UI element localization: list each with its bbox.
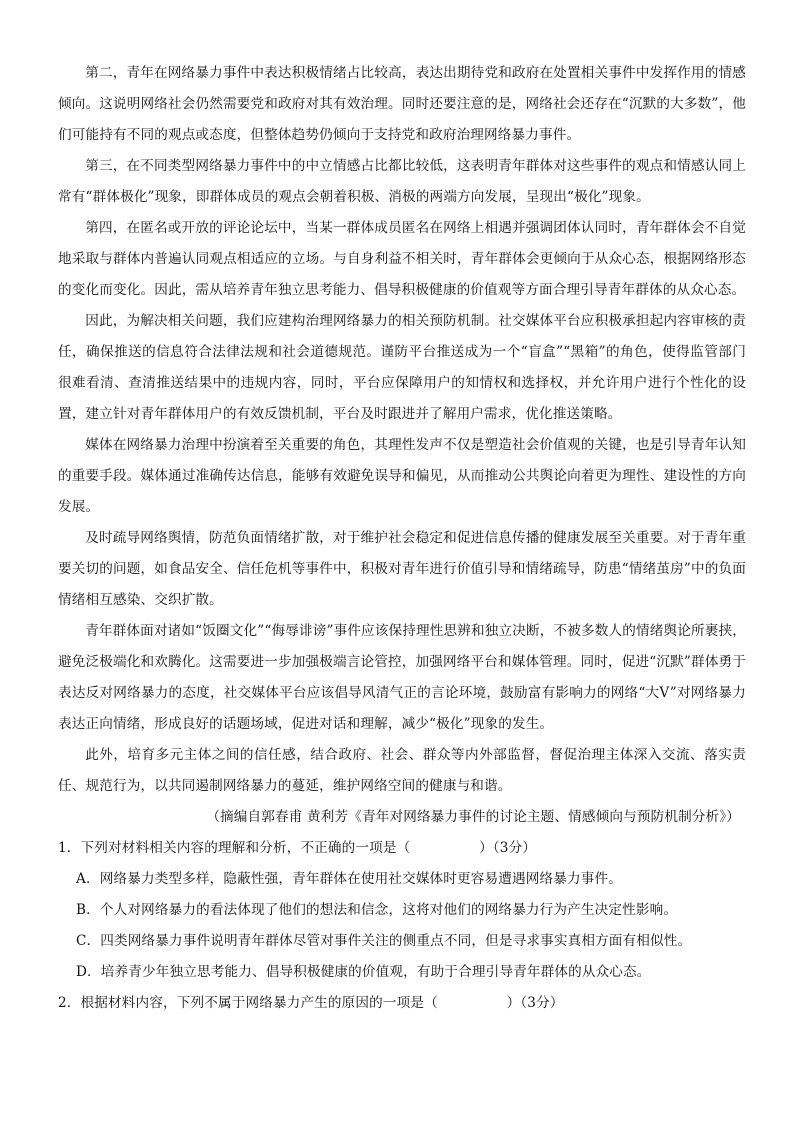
question-1-option-b: B．个人对网络暴力的看法体现了他们的想法和信念，这将对他们的网络暴力行为产生决定性影响。 [76, 902, 678, 918]
question-1-stem: 1．下列对材料相关内容的理解和分析，不正确的一项是（ ）（3分） [58, 840, 537, 856]
article-paragraph: 第二，青年在网络暴力事件中表达积极情绪占比较高，表达出期待党和政府在处置相关事件中发挥作用的情感倾向。这说明网络社会仍然需要党和政府对其有效治理。同时还要注意的是，网络社会还存在“沉默的大多数”，他们可能持有不同的观点或态度，但整体趋势仍倾向于支持党和政府治理网络暴力事件。 [58, 65, 746, 143]
article-paragraph: 及时疏导网络舆情，防范负面情绪扩散，对于维护社会稳定和促进信息传播的健康发展至关重要。对于青年重要关切的问题，如食品安全、信任危机等事件中，积极对青年进行价值引导和情绪疏导，防患“情绪茧房”中的负面情绪相互感染、交织扩散。 [58, 530, 746, 608]
article-paragraph: 第三，在不同类型网络暴力事件中的中立情感占比都比较低，这表明青年群体对这些事件的观点和情感认同上常有“群体极化”现象，即群体成员的观点会朝着积极、消极的两端方向发展，呈现出“极化”现象。 [58, 158, 746, 205]
article-paragraph: 青年群体面对诸如“饭圈文化”“侮辱诽谤”事件应该保持理性思辨和独立决断，不被多数人的情绪舆论所裹挟，避免泛极端化和欢腾化。这需要进一步加强极端言论管控，加强网络平台和媒体管理。同时，促进“沉默”群体勇于表达反对网络暴力的态度，社交媒体平台应该倡导风清气正的言论环境，鼓励富有影响力的网络“大V”对网络暴力表达正向情绪，形成良好的话题场域，促进对话和理解，减少“极化”现象的发生。 [58, 623, 746, 732]
question-2-stem: 2．根据材料内容，下列不属于网络暴力产生的原因的一项是（ ）（3分） [58, 995, 564, 1011]
article-paragraph: 此外，培育多元主体之间的信任感，结合政府、社会、群众等内外部监督，督促治理主体深入交流、落实责任、规范行为，以共同遏制网络暴力的蔓延，维护网络空间的健康与和谐。 [58, 747, 746, 794]
article-source-citation: （摘编自郭春甫 黄利芳《青年对网络暴力事件的讨论主题、情感倾向与预防机制分析》） [206, 809, 740, 825]
question-1-option-d: D．培养青少年独立思考能力、倡导积极健康的价值观，有助于合理引导青年群体的从众心态。 [76, 964, 651, 980]
article-paragraph: 媒体在网络暴力治理中扮演着至关重要的角色，其理性发声不仅是塑造社会价值观的关键，也是引导青年认知的重要手段。媒体通过准确传达信息，能够有效避免误导和偏见，从而推动公共舆论向着更为理性、建设性的方向发展。 [58, 437, 746, 515]
article-paragraph: 第四，在匿名或开放的评论论坛中，当某一群体成员匿名在网络上相遇并强调团体认同时，青年群体会不自觉地采取与群体内普遍认同观点相适应的立场。与自身利益不相关时，青年群体会更倾向于从众心态，根据网络形态的变化而变化。因此，需从培养青年独立思考能力、倡导积极健康的价值观等方面合理引导青年群体的从众心态。 [58, 220, 746, 298]
question-1-option-a: A．网络暴力类型多样，隐蔽性强，青年群体在使用社交媒体时更容易遭遇网络暴力事件。 [76, 871, 622, 887]
document-body [58, 58, 746, 1019]
question-1-option-c: C．四类网络暴力事件说明青年群体尽管对事件关注的侧重点不同，但是寻求事实真相方面有相似性。 [76, 933, 692, 949]
article-paragraph: 因此，为解决相关问题，我们应建构治理网络暴力的相关预防机制。社交媒体平台应积极承担起内容审核的责任，确保推送的信息符合法律法规和社会道德规范。谨防平台推送成为一个“盲盒”“黑箱”的角色，使得监管部门很难看清、查清推送结果中的违规内容，同时，平台应保障用户的知情权和选择权，并允许用户进行个性化的设置，建立针对青年群体用户的有效反馈机制，平台及时跟进并了解用户需求，优化推送策略。 [58, 313, 746, 422]
